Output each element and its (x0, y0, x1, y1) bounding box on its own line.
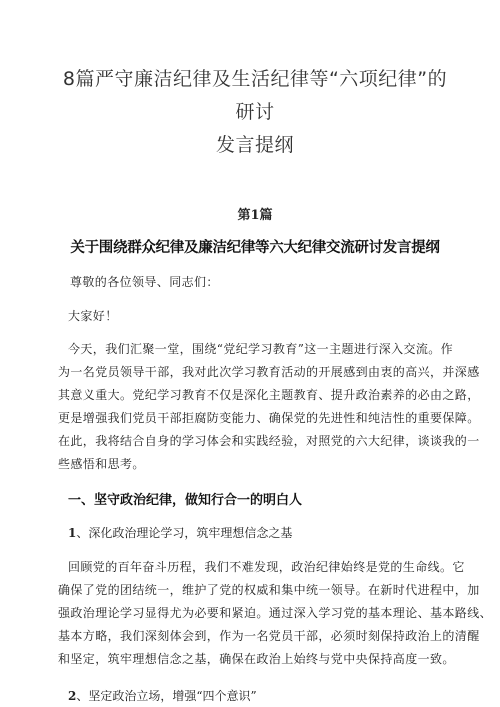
subsection-heading-2 (58, 685, 452, 707)
subsection-heading-1 (58, 522, 452, 544)
section-heading-1: 一、坚守政治纪律，做知行合一的明白人 (68, 493, 303, 508)
intro-line: 更是增强我们党员干部拒腐防变能力、确保党的先进性和纯洁性的重要保障。 (58, 411, 480, 425)
intro-line: 今天，我们汇聚一堂，围绕“党纪学习教育”这一主题进行深入交流。作 (68, 342, 454, 356)
document-title-line-1: 8篇严守廉洁纪律及生活纪律等“六项纪律”的研讨 (62, 68, 448, 123)
intro-line: 在此，我将结合自身的学习体会和实践经验，对照党的六大纪律，谈谈我的一 (58, 434, 480, 448)
intro-line: 为一名党员领导干部，我对此次学习教育活动的开展感到由衷的高兴，并深感 (58, 365, 480, 379)
body-line: 强政治理论学习显得尤为必要和紧迫。通过深入学习党的基本理论、基本路线、 (58, 606, 493, 620)
salutation: 尊敬的各位领导、同志们： (70, 275, 219, 289)
greeting: 大家好！ (68, 309, 118, 323)
document-title-line-2: 发言提纲 (215, 134, 294, 156)
body-line: 确保了党的团结统一，维护了党的权威和集中统一领导。在新时代进程中，加 (58, 583, 480, 597)
body-line: 和坚定，筑牢理想信念之基，确保在政治上始终与党中央保持高度一致。 (58, 652, 455, 666)
article-subtitle: 关于围绕群众纪律及廉洁纪律等六大纪律交流研讨发言提纲 (70, 240, 440, 256)
subsection-number: 2 (68, 689, 77, 703)
intro-line: 其意义重大。党纪学习教育不仅是深化主题教育、提升政治素养的必由之路， (58, 388, 480, 402)
body-line: 回顾党的百年奋斗历程，我们不难发现，政治纪律始终是党的生命线。它 (68, 560, 465, 574)
chapter-label: 第1篇 (237, 208, 273, 223)
document-title (58, 63, 452, 162)
intro-paragraph (58, 338, 480, 476)
subsection-text: 、坚定政治立场，增强“四个意识” (76, 689, 257, 703)
intro-line: 些感悟和思考。 (58, 457, 145, 471)
body-line: 基本方略，我们深刻体会到，作为一名党员干部，必须时刻保持政治上的清醒 (58, 629, 480, 643)
subsection-1-paragraph (58, 556, 493, 671)
subsection-text: 、深化政治理论学习，筑牢理想信念之基 (76, 526, 293, 540)
subsection-number: 1 (68, 526, 77, 540)
